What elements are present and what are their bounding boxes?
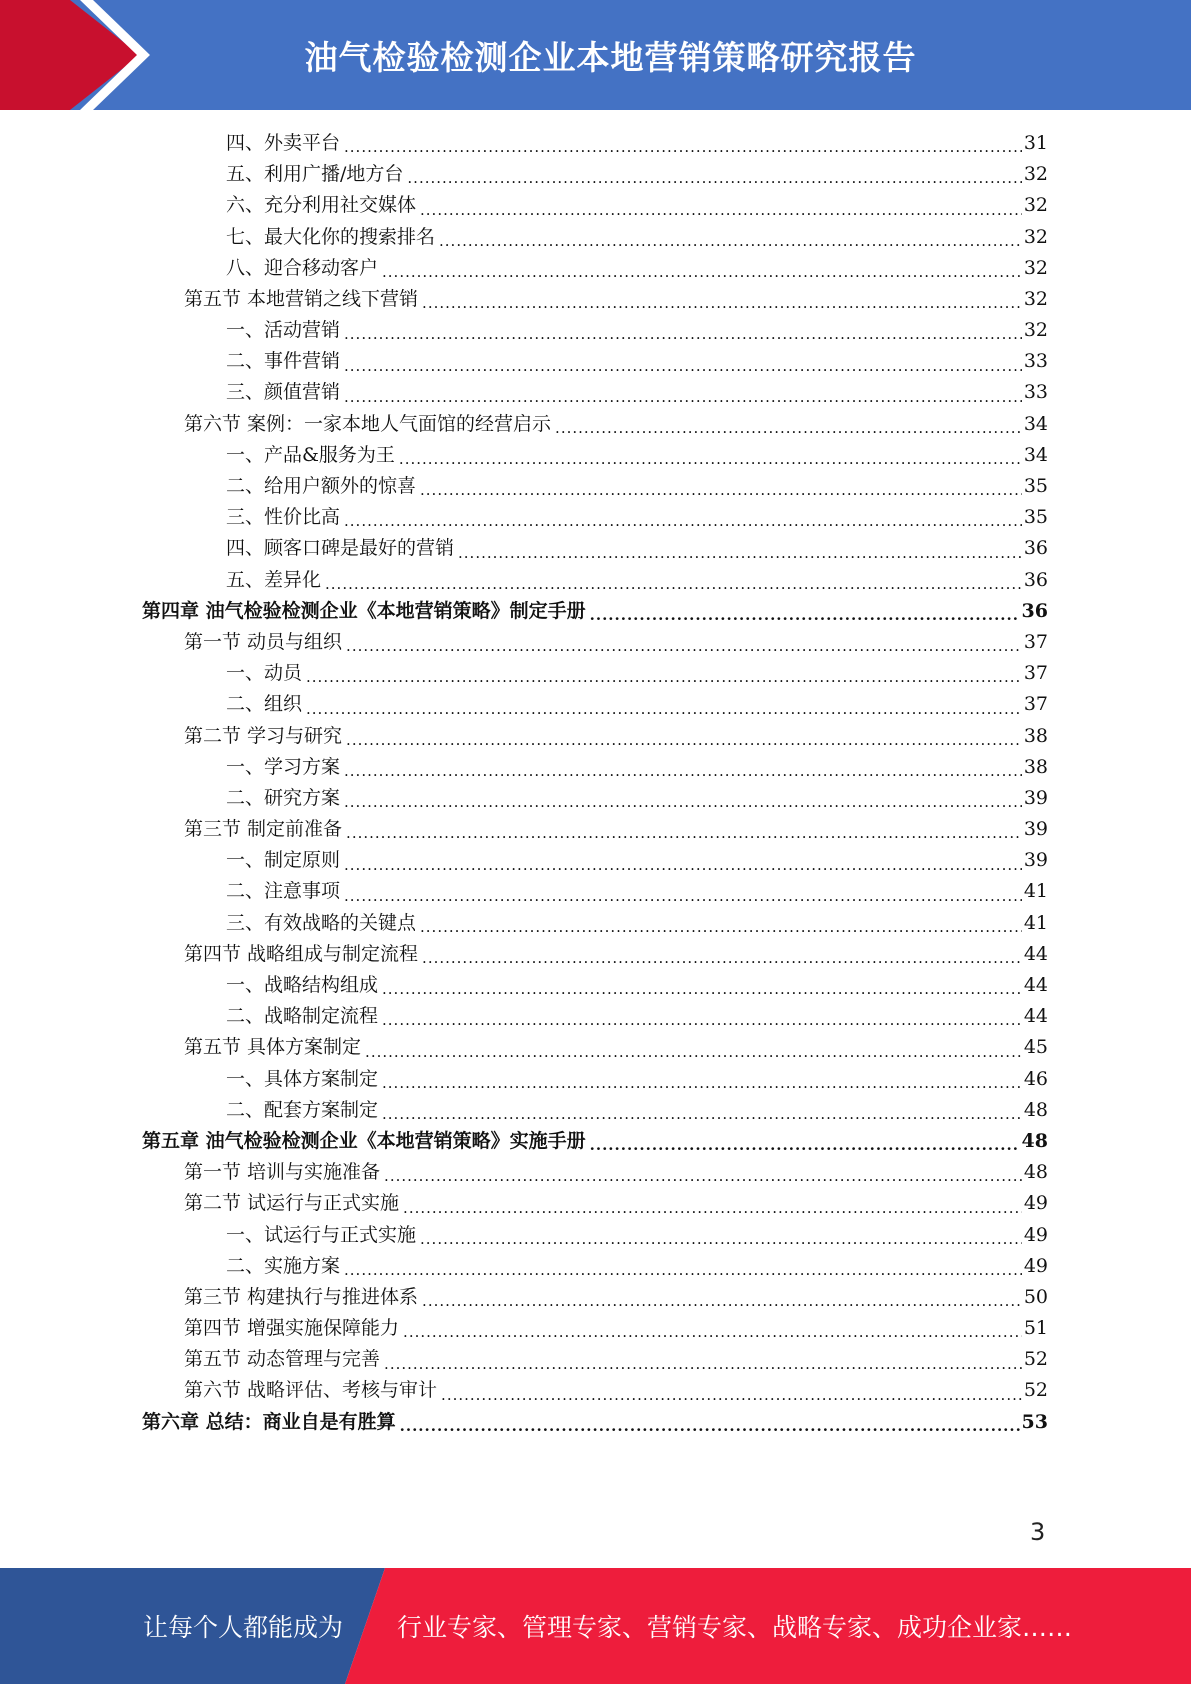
toc-subsection-entry[interactable] — [142, 689, 1048, 720]
toc-entry-page: 32 — [1023, 225, 1048, 248]
toc-subsection-entry[interactable] — [142, 658, 1048, 689]
toc-entry-title: 第五节 本地营销之线下营销 — [184, 287, 419, 310]
toc-subsection-entry[interactable] — [142, 440, 1048, 471]
toc-entry-title: 第三节 制定前准备 — [184, 818, 343, 841]
toc-dot-leader — [407, 159, 1021, 190]
toc-subsection-entry[interactable] — [142, 1251, 1048, 1282]
toc-subsection-entry[interactable] — [142, 346, 1048, 377]
toc-entry-page: 41 — [1023, 911, 1048, 934]
toc-entry-title: 二、配套方案制定 — [226, 1098, 379, 1121]
toc-entry-page: 32 — [1023, 163, 1048, 186]
toc-entry-title: 第四节 战略组成与制定流程 — [184, 942, 419, 965]
toc-entry-page: 36 — [1023, 537, 1048, 560]
table-of-contents — [142, 128, 1048, 1438]
toc-dot-leader — [382, 1001, 1022, 1032]
toc-entry-page: 45 — [1023, 1036, 1048, 1059]
toc-entry-page: 36 — [1021, 599, 1048, 622]
toc-subsection-entry[interactable] — [142, 222, 1048, 253]
toc-section-entry[interactable] — [142, 1282, 1048, 1313]
toc-section-entry[interactable] — [142, 814, 1048, 845]
toc-entry-page: 32 — [1023, 256, 1048, 279]
toc-entry-page: 52 — [1023, 1379, 1048, 1402]
toc-dot-leader — [344, 128, 1022, 159]
toc-entry-title: 第五章 油气检验检测企业《本地营销策略》实施手册 — [142, 1129, 586, 1152]
toc-subsection-entry[interactable] — [142, 908, 1048, 939]
toc-entry-title: 七、最大化你的搜索排名 — [226, 225, 436, 248]
toc-subsection-entry[interactable] — [142, 190, 1048, 221]
toc-entry-page: 39 — [1023, 786, 1048, 809]
toc-entry-title: 第四章 油气检验检测企业《本地营销策略》制定手册 — [142, 599, 586, 622]
toc-section-entry[interactable] — [142, 1032, 1048, 1063]
toc-subsection-entry[interactable] — [142, 502, 1048, 533]
toc-dot-leader — [382, 253, 1022, 284]
toc-dot-leader — [344, 1251, 1022, 1282]
toc-dot-leader — [422, 284, 1022, 315]
toc-entry-page: 33 — [1023, 350, 1048, 373]
toc-subsection-entry[interactable] — [142, 752, 1048, 783]
toc-entry-title: 第六节 战略评估、考核与审计 — [184, 1379, 438, 1402]
footer-slogan-left: 让每个人都能成为 — [143, 1613, 344, 1642]
toc-entry-page: 37 — [1023, 630, 1048, 653]
toc-entry-page: 35 — [1023, 475, 1048, 498]
toc-dot-leader — [382, 1064, 1022, 1095]
toc-dot-leader — [439, 222, 1022, 253]
toc-entry-page: 32 — [1023, 319, 1048, 342]
toc-entry-title: 第五节 具体方案制定 — [184, 1036, 362, 1059]
toc-entry-title: 二、组织 — [226, 693, 303, 716]
toc-entry-page: 32 — [1023, 194, 1048, 217]
toc-section-entry[interactable] — [142, 939, 1048, 970]
toc-section-entry[interactable] — [142, 1344, 1048, 1375]
toc-entry-title: 五、利用广播/地方台 — [226, 163, 404, 186]
toc-entry-title: 四、顾客口碑是最好的营销 — [226, 537, 455, 560]
toc-entry-title: 第二节 试运行与正式实施 — [184, 1192, 400, 1215]
toc-subsection-entry[interactable] — [142, 159, 1048, 190]
toc-dot-leader — [403, 1188, 1022, 1219]
toc-entry-page: 50 — [1023, 1285, 1048, 1308]
toc-dot-leader — [346, 627, 1022, 658]
toc-section-entry[interactable] — [142, 409, 1048, 440]
toc-entry-title: 第五节 动态管理与完善 — [184, 1348, 381, 1371]
toc-dot-leader — [590, 1126, 1020, 1157]
toc-dot-leader — [344, 346, 1022, 377]
toc-section-entry[interactable] — [142, 1188, 1048, 1219]
toc-subsection-entry[interactable] — [142, 378, 1048, 409]
toc-subsection-entry[interactable] — [142, 1064, 1048, 1095]
toc-entry-page: 48 — [1023, 1161, 1048, 1184]
toc-entry-title: 一、动员 — [226, 662, 303, 685]
toc-subsection-entry[interactable] — [142, 471, 1048, 502]
toc-entry-title: 第六章 总结：商业自是有胜算 — [142, 1410, 396, 1433]
toc-dot-leader — [384, 1344, 1022, 1375]
toc-chapter-entry[interactable] — [142, 1407, 1048, 1438]
header-red-arrow — [0, 0, 140, 110]
toc-dot-leader — [344, 502, 1022, 533]
toc-entry-title: 一、试运行与正式实施 — [226, 1223, 417, 1246]
toc-entry-title: 三、性价比高 — [226, 506, 341, 529]
toc-entry-title: 二、实施方案 — [226, 1254, 341, 1277]
toc-entry-page: 48 — [1021, 1129, 1048, 1152]
toc-entry-page: 36 — [1023, 568, 1048, 591]
toc-entry-title: 第四节 增强实施保障能力 — [184, 1317, 400, 1340]
toc-entry-title: 第六节 案例：一家本地人气面馆的经营启示 — [184, 412, 552, 435]
toc-section-entry[interactable] — [142, 1376, 1048, 1407]
toc-subsection-entry[interactable] — [142, 565, 1048, 596]
toc-entry-page: 38 — [1023, 724, 1048, 747]
toc-entry-page: 52 — [1023, 1348, 1048, 1371]
toc-entry-page: 48 — [1023, 1098, 1048, 1121]
toc-subsection-entry[interactable] — [142, 1001, 1048, 1032]
toc-entry-title: 二、战略制定流程 — [226, 1005, 379, 1028]
toc-entry-page: 39 — [1023, 849, 1048, 872]
toc-section-entry[interactable] — [142, 721, 1048, 752]
toc-entry-page: 41 — [1023, 880, 1048, 903]
toc-entry-page: 35 — [1023, 506, 1048, 529]
toc-entry-title: 二、事件营销 — [226, 350, 341, 373]
toc-dot-leader — [306, 689, 1022, 720]
toc-dot-leader — [382, 970, 1022, 1001]
toc-dot-leader — [420, 471, 1022, 502]
toc-dot-leader — [422, 939, 1022, 970]
toc-dot-leader — [344, 783, 1022, 814]
toc-subsection-entry[interactable] — [142, 1220, 1048, 1251]
toc-dot-leader — [344, 752, 1022, 783]
toc-entry-title: 八、迎合移动客户 — [226, 256, 379, 279]
toc-subsection-entry[interactable] — [142, 253, 1048, 284]
toc-entry-page: 37 — [1023, 693, 1048, 716]
toc-section-entry[interactable] — [142, 627, 1048, 658]
toc-subsection-entry[interactable] — [142, 783, 1048, 814]
toc-entry-page: 38 — [1023, 755, 1048, 778]
toc-dot-leader — [403, 1313, 1022, 1344]
toc-entry-title: 一、制定原则 — [226, 849, 341, 872]
toc-entry-title: 三、颜值营销 — [226, 381, 341, 404]
toc-entry-title: 一、产品&服务为王 — [226, 443, 395, 466]
toc-dot-leader — [382, 1095, 1022, 1126]
page-number: 3 — [1030, 1518, 1046, 1546]
toc-dot-leader — [306, 658, 1022, 689]
toc-entry-title: 四、外卖平台 — [226, 131, 341, 154]
toc-dot-leader — [344, 315, 1022, 346]
toc-entry-page: 39 — [1023, 818, 1048, 841]
toc-subsection-entry[interactable] — [142, 315, 1048, 346]
toc-entry-page: 33 — [1023, 381, 1048, 404]
page-header — [0, 0, 1191, 110]
toc-entry-page: 49 — [1023, 1223, 1048, 1246]
toc-entry-page: 51 — [1023, 1317, 1048, 1340]
toc-entry-page: 46 — [1023, 1067, 1048, 1090]
toc-entry-title: 第一节 培训与实施准备 — [184, 1161, 381, 1184]
toc-entry-page: 31 — [1023, 131, 1048, 154]
toc-section-entry[interactable] — [142, 1313, 1048, 1344]
toc-chapter-entry[interactable] — [142, 1126, 1048, 1157]
toc-entry-page: 34 — [1023, 412, 1048, 435]
toc-entry-title: 一、具体方案制定 — [226, 1067, 379, 1090]
toc-dot-leader — [458, 533, 1022, 564]
toc-dot-leader — [344, 845, 1022, 876]
footer-slogan-right: 行业专家、管理专家、营销专家、战略专家、成功企业家…… — [397, 1613, 1073, 1642]
report-title: 油气检验检测企业本地营销策略研究报告 — [304, 37, 917, 77]
toc-dot-leader — [420, 1220, 1022, 1251]
toc-dot-leader — [365, 1032, 1022, 1063]
toc-dot-leader — [400, 1407, 1020, 1438]
toc-entry-page: 49 — [1023, 1254, 1048, 1277]
toc-entry-page: 37 — [1023, 662, 1048, 685]
toc-subsection-entry[interactable] — [142, 845, 1048, 876]
toc-dot-leader — [441, 1376, 1022, 1407]
toc-entry-title: 一、战略结构组成 — [226, 974, 379, 997]
page-footer — [0, 1568, 1191, 1684]
toc-entry-title: 第二节 学习与研究 — [184, 724, 343, 747]
toc-dot-leader — [346, 814, 1022, 845]
toc-entry-title: 二、注意事项 — [226, 880, 341, 903]
toc-entry-page: 44 — [1023, 974, 1048, 997]
toc-entry-title: 六、充分利用社交媒体 — [226, 194, 417, 217]
toc-entry-page: 44 — [1023, 942, 1048, 965]
toc-section-entry[interactable] — [142, 284, 1048, 315]
toc-entry-page: 32 — [1023, 287, 1048, 310]
toc-entry-title: 一、学习方案 — [226, 755, 341, 778]
toc-entry-title: 五、差异化 — [226, 568, 322, 591]
toc-subsection-entry[interactable] — [142, 128, 1048, 159]
toc-dot-leader — [344, 378, 1022, 409]
toc-subsection-entry[interactable] — [142, 533, 1048, 564]
toc-entry-title: 第一节 动员与组织 — [184, 630, 343, 653]
toc-dot-leader — [384, 1157, 1022, 1188]
toc-dot-leader — [325, 565, 1022, 596]
toc-entry-page: 34 — [1023, 443, 1048, 466]
toc-subsection-entry[interactable] — [142, 877, 1048, 908]
toc-entry-title: 二、给用户额外的惊喜 — [226, 475, 417, 498]
toc-dot-leader — [346, 721, 1022, 752]
toc-entry-title: 一、活动营销 — [226, 319, 341, 342]
toc-dot-leader — [420, 190, 1022, 221]
toc-chapter-entry[interactable] — [142, 596, 1048, 627]
toc-dot-leader — [344, 877, 1022, 908]
toc-entry-page: 44 — [1023, 1005, 1048, 1028]
toc-subsection-entry[interactable] — [142, 970, 1048, 1001]
toc-dot-leader — [399, 440, 1022, 471]
toc-dot-leader — [590, 596, 1020, 627]
toc-entry-page: 49 — [1023, 1192, 1048, 1215]
toc-dot-leader — [555, 409, 1022, 440]
toc-dot-leader — [422, 1282, 1022, 1313]
toc-entry-page: 53 — [1021, 1410, 1048, 1433]
toc-entry-title: 第三节 构建执行与推进体系 — [184, 1285, 419, 1308]
toc-subsection-entry[interactable] — [142, 1095, 1048, 1126]
toc-dot-leader — [420, 908, 1022, 939]
toc-entry-title: 二、研究方案 — [226, 786, 341, 809]
toc-section-entry[interactable] — [142, 1157, 1048, 1188]
toc-entry-title: 三、有效战略的关键点 — [226, 911, 417, 934]
